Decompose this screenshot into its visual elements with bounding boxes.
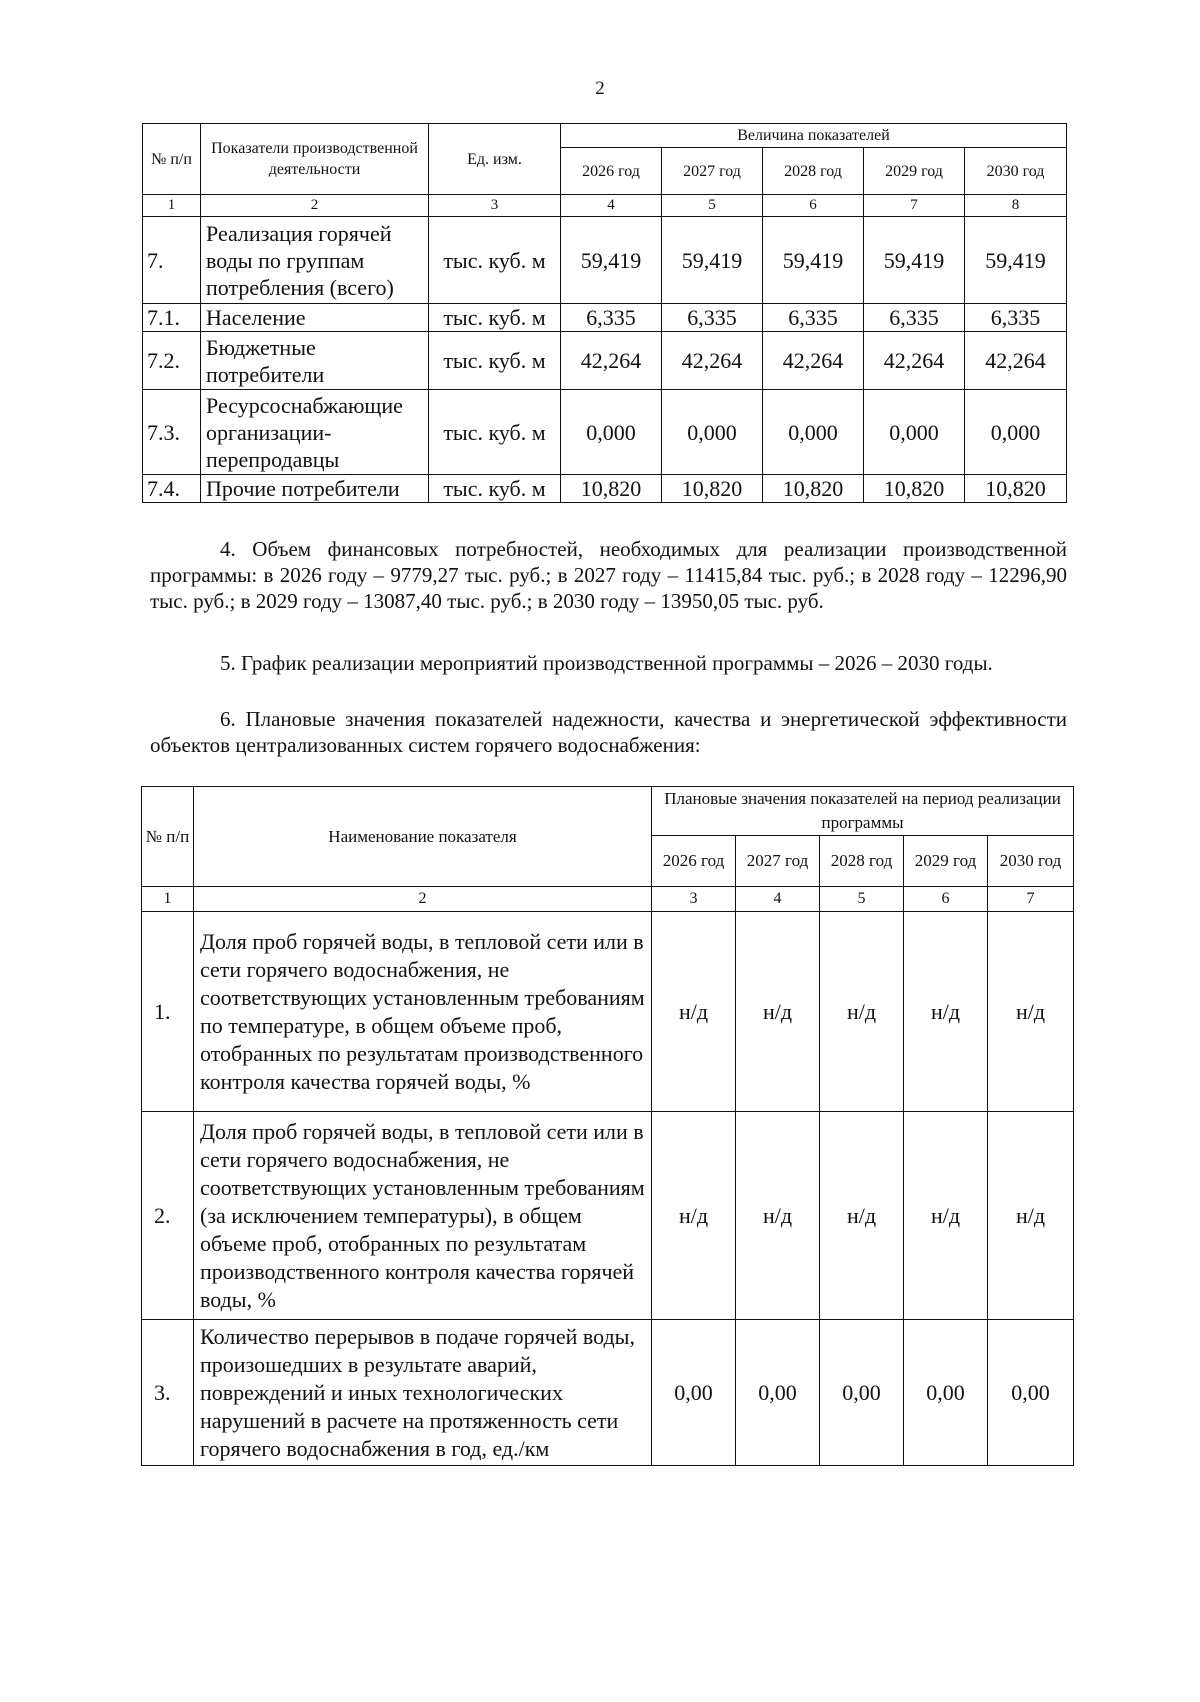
row-value: н/д — [736, 912, 820, 1112]
row-value: н/д — [820, 912, 904, 1112]
row-value: н/д — [820, 1112, 904, 1320]
row-value: 6,335 — [864, 304, 965, 332]
col-number: 8 — [965, 195, 1067, 217]
row-name: Прочие потребители — [201, 475, 429, 503]
header-year: 2026 год — [652, 836, 736, 887]
header-no: № п/п — [142, 787, 194, 887]
table-row — [143, 332, 1067, 390]
col-number: 2 — [194, 887, 652, 912]
row-value: 0,00 — [820, 1320, 904, 1466]
row-value: 0,00 — [988, 1320, 1074, 1466]
col-number: 1 — [142, 887, 194, 912]
table-row — [143, 475, 1067, 503]
row-value: 10,820 — [561, 475, 662, 503]
row-value: н/д — [652, 912, 736, 1112]
row-value: н/д — [988, 1112, 1074, 1320]
header-values-group: Плановые значения показателей на период реализации программы — [652, 787, 1074, 836]
col-number: 4 — [736, 887, 820, 912]
table-row — [142, 912, 1074, 1112]
paragraph-indicators — [150, 706, 1067, 758]
header-year: 2029 год — [904, 836, 988, 887]
row-name: Реализация горячей воды по группам потребления (всего) — [201, 217, 429, 304]
row-value: н/д — [736, 1112, 820, 1320]
row-unit: тыс. куб. м — [429, 332, 561, 390]
row-value: 0,000 — [561, 390, 662, 475]
row-value: 10,820 — [662, 475, 763, 503]
table-row — [143, 390, 1067, 475]
row-name: Ресурсоснабжающие организации-перепродавцы — [201, 390, 429, 475]
row-value: 10,820 — [864, 475, 965, 503]
row-value: 59,419 — [662, 217, 763, 304]
row-no: 2. — [142, 1112, 194, 1320]
header-year: 2030 год — [965, 148, 1067, 195]
table-row — [143, 217, 1067, 304]
row-value: 42,264 — [763, 332, 864, 390]
page-number: 2 — [595, 78, 605, 99]
header-indicator: Показатели производственной деятельности — [201, 124, 429, 195]
row-no: 7.1. — [143, 304, 201, 332]
row-no: 7. — [143, 217, 201, 304]
paragraph-text: 5. График реализации мероприятий производственной программы – 2026 – 2030 годы. — [220, 651, 993, 675]
paragraph-text: 6. Плановые значения показателей надежности, качества и энергетической эффективности объектов централизованных систем горячего водоснабжения: — [150, 707, 1067, 757]
row-value: н/д — [988, 912, 1074, 1112]
table-row — [143, 304, 1067, 332]
col-number: 2 — [201, 195, 429, 217]
col-number: 6 — [904, 887, 988, 912]
row-value: 6,335 — [763, 304, 864, 332]
row-value: 6,335 — [662, 304, 763, 332]
header-year: 2028 год — [763, 148, 864, 195]
header-year: 2026 год — [561, 148, 662, 195]
row-value: 59,419 — [864, 217, 965, 304]
row-value: 10,820 — [763, 475, 864, 503]
row-name: Доля проб горячей воды, в тепловой сети или в сети горячего водоснабжения, не соответствующих установленным требованиям по температуре, в общем объеме проб, отобранных по результатам производственного контроля качества горячей воды, % — [194, 912, 652, 1112]
row-value: 42,264 — [662, 332, 763, 390]
row-value: 0,00 — [904, 1320, 988, 1466]
row-no: 7.4. — [143, 475, 201, 503]
row-value: 59,419 — [561, 217, 662, 304]
paragraph-schedule — [150, 650, 1067, 676]
row-value: 59,419 — [763, 217, 864, 304]
row-value: н/д — [904, 912, 988, 1112]
col-number: 4 — [561, 195, 662, 217]
row-no: 1. — [142, 912, 194, 1112]
table-row — [142, 1112, 1074, 1320]
header-year: 2029 год — [864, 148, 965, 195]
header-no: № п/п — [143, 124, 201, 195]
row-value: 0,000 — [763, 390, 864, 475]
row-value: 0,000 — [662, 390, 763, 475]
row-value: 0,000 — [864, 390, 965, 475]
header-year: 2028 год — [820, 836, 904, 887]
row-unit: тыс. куб. м — [429, 304, 561, 332]
row-value: 6,335 — [965, 304, 1067, 332]
row-value: 42,264 — [965, 332, 1067, 390]
col-number: 3 — [429, 195, 561, 217]
col-number: 1 — [143, 195, 201, 217]
row-value: 42,264 — [561, 332, 662, 390]
row-value: 10,820 — [965, 475, 1067, 503]
header-values-group: Величина показателей — [561, 124, 1067, 148]
row-unit: тыс. куб. м — [429, 217, 561, 304]
paragraph-text: 4. Объем финансовых потребностей, необходимых для реализации производственной программы: в 2026 году – 9779,27 тыс. руб.; в 2027 году – 11415,84 тыс. руб.; в 2028 году – 12296,90 тыс. руб.; в 2029 году – 13087,40 тыс. руб.; в 2030 году – 13950,05 тыс. руб. — [150, 537, 1067, 613]
row-value: 0,000 — [965, 390, 1067, 475]
row-unit: тыс. куб. м — [429, 475, 561, 503]
col-number: 5 — [662, 195, 763, 217]
row-name: Бюджетные потребители — [201, 332, 429, 390]
row-no: 3. — [142, 1320, 194, 1466]
production-indicators-table — [142, 123, 1067, 503]
table-row — [142, 1320, 1074, 1466]
header-year: 2027 год — [662, 148, 763, 195]
row-value: 6,335 — [561, 304, 662, 332]
col-number: 5 — [820, 887, 904, 912]
row-value: 0,00 — [652, 1320, 736, 1466]
row-unit: тыс. куб. м — [429, 390, 561, 475]
paragraph-financing — [150, 536, 1067, 614]
row-value: 0,00 — [736, 1320, 820, 1466]
col-number: 3 — [652, 887, 736, 912]
row-value: 59,419 — [965, 217, 1067, 304]
row-no: 7.3. — [143, 390, 201, 475]
row-name: Доля проб горячей воды, в тепловой сети или в сети горячего водоснабжения, не соответствующих установленным требованиям (за исключением температуры), в общем объеме проб, отобранных по результатам производственного контроля качества горячей воды, % — [194, 1112, 652, 1320]
header-year: 2030 год — [988, 836, 1074, 887]
row-name: Население — [201, 304, 429, 332]
header-name: Наименование показателя — [194, 787, 652, 887]
col-number: 6 — [763, 195, 864, 217]
row-no: 7.2. — [143, 332, 201, 390]
col-number: 7 — [864, 195, 965, 217]
header-unit: Ед. изм. — [429, 124, 561, 195]
row-value: 42,264 — [864, 332, 965, 390]
col-number: 7 — [988, 887, 1074, 912]
header-year: 2027 год — [736, 836, 820, 887]
row-value: н/д — [904, 1112, 988, 1320]
row-name: Количество перерывов в подаче горячей воды, произошедших в результате аварий, повреждений и иных технологических нарушений в расчете на протяженность сети горячего водоснабжения в год, ед./км — [194, 1320, 652, 1466]
row-value: н/д — [652, 1112, 736, 1320]
reliability-indicators-table — [141, 786, 1074, 1466]
